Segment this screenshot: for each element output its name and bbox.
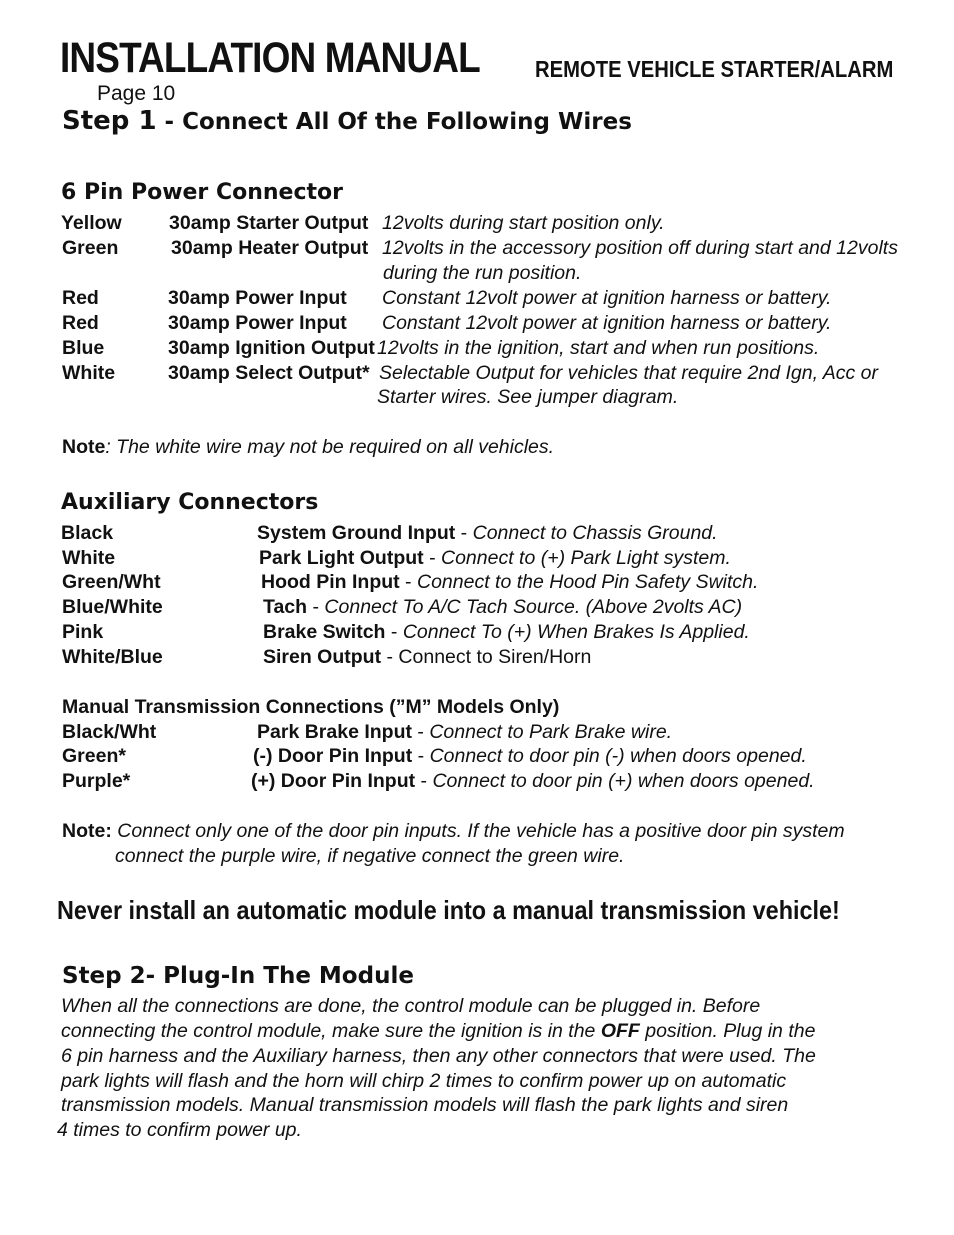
power-row-name: 30amp Power Input <box>168 312 347 334</box>
step2-heading: Step 2- Plug-In The Module <box>62 963 414 989</box>
power-row-color: Yellow <box>61 212 122 234</box>
note-text: Connect only one of the door pin inputs. If the vehicle has a positive door pin system <box>111 820 845 842</box>
aux-row-color: Black <box>61 522 114 544</box>
note-text: : The white wire may not be required on all vehicles. <box>105 436 555 458</box>
manual-row-color: Black/Wht <box>62 721 157 743</box>
step1-label: Step 1 <box>62 106 157 136</box>
aux-row-name: System Ground Input <box>257 522 456 544</box>
power-row-desc: 12volts in the ignition, start and when run positions. <box>377 337 820 359</box>
aux-row-sep: - <box>385 621 403 643</box>
step1-heading <box>62 106 632 136</box>
manual-row-sep: - <box>412 745 430 767</box>
aux-row-desc: Connect to Siren/Horn <box>398 646 592 668</box>
step2-line: 4 times to confirm power up. <box>57 1119 302 1141</box>
aux-row-detail <box>263 595 742 620</box>
aux-row-sep: - <box>423 547 441 569</box>
manual-title: INSTALLATION MANUAL <box>60 34 480 82</box>
manual-subtitle: REMOTE VEHICLE STARTER/ALARM <box>535 56 894 82</box>
aux-row-color: Blue/White <box>62 596 163 618</box>
power-row-name: 30amp Power Input <box>168 287 347 309</box>
step2-text: connecting the control module, make sure the ignition is in the <box>61 1020 601 1042</box>
manual-row-detail <box>257 720 672 745</box>
aux-row-desc: Connect To A/C Tach Source. (Above 2volts AC) <box>324 596 743 618</box>
aux-row-desc: Connect To (+) When Brakes Is Applied. <box>402 621 750 643</box>
step2-line: 6 pin harness and the Auxiliary harness, then any other connectors that were used. The <box>61 1045 816 1067</box>
aux-row-detail <box>261 570 758 595</box>
manual-row-detail <box>253 744 807 769</box>
note-label: Note <box>62 436 106 458</box>
manual-row-name: (-) Door Pin Input <box>253 745 413 767</box>
step1-text: - Connect All Of the Following Wires <box>156 109 632 135</box>
warning-text: Never install an automatic module into a manual transmission vehicle! <box>57 895 840 925</box>
power-row-name: 30amp Heater Output <box>171 237 369 259</box>
aux-row-desc: Connect to the Hood Pin Safety Switch. <box>416 571 759 593</box>
aux-row-sep: - <box>381 646 399 668</box>
aux-row-name: Tach <box>263 596 308 618</box>
power-row-desc: Selectable Output for vehicles that require 2nd Ign, Acc or <box>379 362 878 384</box>
power-row-color: Red <box>62 312 99 334</box>
step2-text: position. Plug in the <box>639 1020 816 1042</box>
power-row-desc-cont: during the run position. <box>383 262 582 284</box>
power-row-desc-cont: Starter wires. See jumper diagram. <box>377 386 679 408</box>
step2-line: park lights will flash and the horn will chirp 2 times to confirm power up on automatic <box>61 1070 787 1092</box>
step2-line <box>61 1019 815 1044</box>
aux-row-name: Park Light Output <box>259 547 424 569</box>
power-row-color: Red <box>62 287 99 309</box>
power-row-color: White <box>62 362 116 384</box>
aux-row-detail <box>263 645 591 670</box>
note-label: Note: <box>62 820 112 842</box>
aux-row-desc: Connect to (+) Park Light system. <box>441 547 731 569</box>
manual-row-name: Park Brake Input <box>257 721 412 743</box>
aux-row-sep: - <box>455 522 473 544</box>
manual-row-sep: - <box>411 721 430 743</box>
manual-row-desc: Connect to door pin (+) when doors opened. <box>432 770 815 792</box>
power-row-desc: Constant 12volt power at ignition harness or battery. <box>382 312 832 334</box>
manual-row-name: (+) Door Pin Input <box>251 770 416 792</box>
power-row-desc: 12volts in the accessory position off during start and 12volts <box>382 237 898 259</box>
power-row-color: Green <box>62 237 119 259</box>
aux-row-sep: - <box>307 596 325 618</box>
manual-note <box>62 819 845 844</box>
aux-row-color: Pink <box>62 621 104 643</box>
power-row-desc: 12volts during start position only. <box>382 212 665 234</box>
power-note <box>62 435 554 460</box>
off-emphasis: OFF <box>600 1020 640 1042</box>
manual-row-desc: Connect to Park Brake wire. <box>429 721 673 743</box>
aux-row-name: Hood Pin Input <box>261 571 400 593</box>
aux-row-detail <box>257 521 718 546</box>
power-connector-heading: 6 Pin Power Connector <box>61 180 343 205</box>
power-row-name: 30amp Starter Output <box>169 212 369 234</box>
aux-row-name: Siren Output <box>263 646 382 668</box>
power-row-color: Blue <box>62 337 105 359</box>
manual-row-desc: Connect to door pin (-) when doors opened. <box>429 745 807 767</box>
aux-row-color: Green/Wht <box>62 571 161 593</box>
power-row-name: 30amp Ignition Output <box>168 337 375 359</box>
step2-line: transmission models. Manual transmission models will flash the park lights and siren <box>61 1094 789 1116</box>
manual-row-color: Green* <box>62 745 126 767</box>
power-row-desc: Constant 12volt power at ignition harness or battery. <box>382 287 832 309</box>
manual-row-sep: - <box>415 770 433 792</box>
manual-heading: Manual Transmission Connections (”M” Models Only) <box>62 696 560 718</box>
power-row-name: 30amp Select Output* <box>168 362 370 384</box>
aux-row-name: Brake Switch <box>263 621 386 643</box>
aux-row-detail <box>263 620 750 645</box>
manual-row-detail <box>251 769 815 794</box>
aux-row-desc: Connect to Chassis Ground. <box>472 522 718 544</box>
aux-row-sep: - <box>399 571 417 593</box>
aux-row-color: White <box>62 547 116 569</box>
aux-row-detail <box>259 546 731 571</box>
aux-row-color: White/Blue <box>62 646 163 668</box>
aux-heading: Auxiliary Connectors <box>61 490 319 515</box>
step2-line: When all the connections are done, the control module can be plugged in. Before <box>61 995 761 1017</box>
manual-row-color: Purple* <box>62 770 131 792</box>
page-number: Page 10 <box>97 82 176 105</box>
manual-note-cont: connect the purple wire, if negative connect the green wire. <box>115 845 625 867</box>
